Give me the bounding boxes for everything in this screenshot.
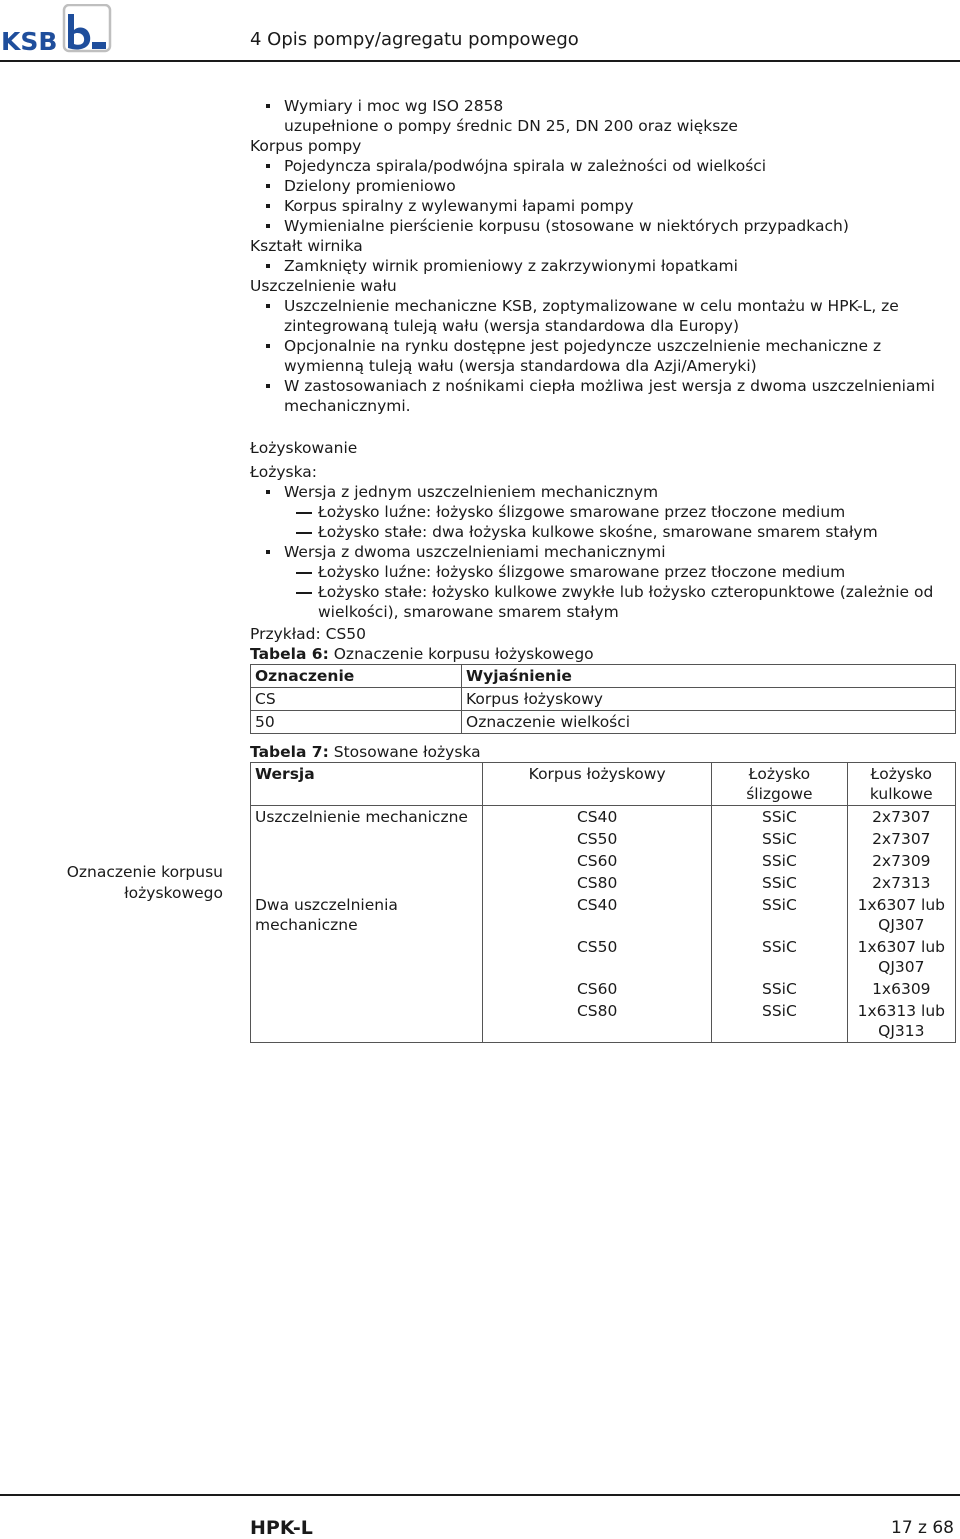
table-cell: SSiC xyxy=(712,828,847,850)
sub-list-item: Łożysko luźne: łożysko ślizgowe smarowane przez tłoczone medium xyxy=(250,562,956,582)
table-cell: 1x6313 lub QJ313 xyxy=(847,1000,955,1043)
section-heading-korpus: Korpus pompy xyxy=(250,137,362,155)
table-cell: Korpus łożyskowy xyxy=(462,688,956,711)
list-item: Wymienialne pierścienie korpusu (stosowane w niektórych przypadkach) xyxy=(250,216,956,236)
table7-caption-text: Stosowane łożyska xyxy=(333,743,481,761)
table-cell: SSiC xyxy=(712,806,847,829)
table7-caption xyxy=(250,742,956,762)
footer-divider xyxy=(0,1494,960,1496)
table-bearings-used xyxy=(250,762,956,1043)
sub-list-item: Łożysko stałe: dwa łożyska kulkowe skośne, smarowane smarem stałym xyxy=(250,522,956,542)
table6-header-oznaczenie: Oznaczenie xyxy=(251,665,462,688)
table-row xyxy=(251,894,956,936)
sub-list-item: Łożysko stałe: łożysko kulkowe zwykłe lub łożysko czteropunktowe (zależnie od wielkości), smarowane smarem stałym xyxy=(250,582,956,622)
table6-header-wyjasnienie: Wyjaśnienie xyxy=(462,665,956,688)
table-cell: SSiC xyxy=(712,850,847,872)
table-cell: SSiC xyxy=(712,872,847,894)
table-cell: CS50 xyxy=(483,936,712,978)
margin-label-bearing-housing: Oznaczenie korpusu łożyskowego xyxy=(66,863,223,902)
table7-header-slizgowe: Łożysko ślizgowe xyxy=(712,763,847,806)
table6-caption-text: Oznaczenie korpusu łożyskowego xyxy=(333,645,594,663)
example-label: Przykład: xyxy=(250,625,321,643)
sub-list-item: Łożysko luźne: łożysko ślizgowe smarowane przez tłoczone medium xyxy=(250,502,956,522)
table-cell: SSiC xyxy=(712,894,847,936)
table7-header-korpus: Korpus łożyskowy xyxy=(483,763,712,806)
table7-header-kulkowe: Łożysko kulkowe xyxy=(847,763,955,806)
table-row xyxy=(251,806,956,829)
table7-header-wersja: Wersja xyxy=(251,763,483,806)
table-cell: SSiC xyxy=(712,1000,847,1043)
main-content xyxy=(250,96,956,1043)
list-item: Wersja z jednym uszczelnieniem mechanicznym xyxy=(250,482,956,502)
page-header-title: 4 Opis pompy/agregatu pompowego xyxy=(250,29,579,50)
table-cell-version: Uszczelnienie mechaniczne xyxy=(251,806,483,895)
table6-caption xyxy=(250,644,956,664)
table-cell: 2x7307 xyxy=(847,806,955,829)
table-cell: Oznaczenie wielkości xyxy=(462,711,956,734)
example-line xyxy=(250,624,956,644)
footer-product-name: HPK-L xyxy=(250,1517,313,1539)
footer-page-number: 17 z 68 xyxy=(891,1518,954,1538)
table-cell: 1x6307 lub QJ307 xyxy=(847,936,955,978)
table-cell: CS60 xyxy=(483,850,712,872)
list-item: Dzielony promieniowo xyxy=(250,176,956,196)
table-cell-version: Dwa uszczelnienia mechaniczne xyxy=(251,894,483,1043)
table-cell: CS50 xyxy=(483,828,712,850)
list-item: Korpus spiralny z wylewanymi łapami pompy xyxy=(250,196,956,216)
table-cell: CS40 xyxy=(483,894,712,936)
ksb-logo xyxy=(0,4,112,54)
list-item: Uszczelnienie mechaniczne KSB, zoptymalizowane w celu montażu w HPK-L, ze zintegrowaną tuleją wału (wersja standardowa dla Europy) xyxy=(250,296,956,336)
table-cell: 2x7313 xyxy=(847,872,955,894)
section-subheading-lozyska: Łożyska: xyxy=(250,463,318,481)
table6-caption-number: Tabela 6: xyxy=(250,645,329,663)
table-cell: CS40 xyxy=(483,806,712,829)
table-cell: 1x6307 lub QJ307 xyxy=(847,894,955,936)
table-cell: 2x7307 xyxy=(847,828,955,850)
table-cell: CS80 xyxy=(483,872,712,894)
table-cell: 2x7309 xyxy=(847,850,955,872)
table-cell: SSiC xyxy=(712,978,847,1000)
table-cell: 1x6309 xyxy=(847,978,955,1000)
table-cell: CS xyxy=(251,688,462,711)
list-item: Opcjonalnie na rynku dostępne jest pojedyncze uszczelnienie mechaniczne z wymienną tuleją wału (wersja standardowa dla Azji/Ameryki) xyxy=(250,336,956,376)
table-row xyxy=(251,711,956,734)
header-divider xyxy=(0,60,960,62)
table-cell: 50 xyxy=(251,711,462,734)
table-cell: SSiC xyxy=(712,936,847,978)
section-heading-uszczelnienie: Uszczelnienie wału xyxy=(250,277,397,295)
list-item: Pojedyncza spirala/podwójna spirala w zależności od wielkości xyxy=(250,156,956,176)
table-cell: CS60 xyxy=(483,978,712,1000)
list-item: W zastosowaniach z nośnikami ciepła możliwa jest wersja z dwoma uszczelnieniami mechanicznymi. xyxy=(250,376,956,416)
example-value: CS50 xyxy=(325,625,367,643)
table-cell: CS80 xyxy=(483,1000,712,1043)
table-bearing-housing-designation xyxy=(250,664,956,734)
table-row xyxy=(251,688,956,711)
list-item: Wymiary i moc wg ISO 2858 uzupełnione o pompy średnic DN 25, DN 200 oraz większe xyxy=(250,96,956,136)
list-item: Zamknięty wirnik promieniowy z zakrzywionymi łopatkami xyxy=(250,256,956,276)
list-item: Wersja z dwoma uszczelnieniami mechanicznymi xyxy=(250,542,956,562)
section-heading-lozyskowanie: Łożyskowanie xyxy=(250,439,358,457)
table7-caption-number: Tabela 7: xyxy=(250,743,329,761)
section-heading-wirnik: Kształt wirnika xyxy=(250,237,363,255)
logo-text: KSB xyxy=(1,27,58,54)
